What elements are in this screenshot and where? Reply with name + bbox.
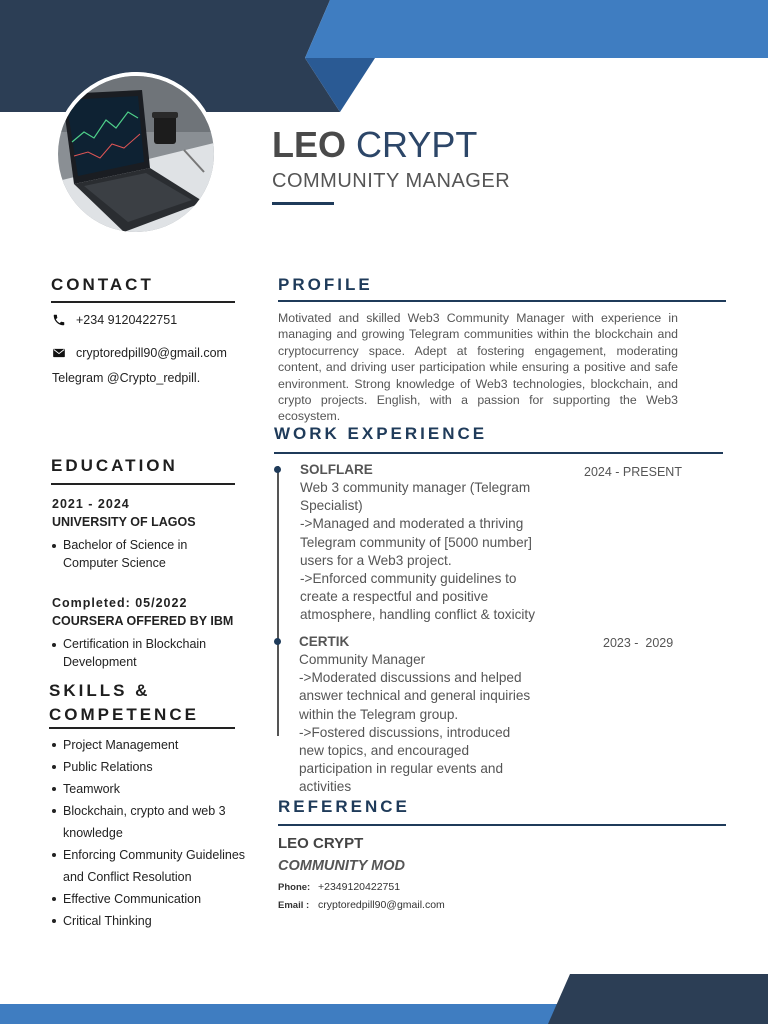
job-description — [299, 651, 564, 797]
reference-heading: REFERENCE — [278, 797, 410, 816]
last-name: CRYPT — [356, 124, 478, 165]
reference-divider — [278, 824, 726, 826]
skills-heading-line1: SKILLS & — [49, 681, 151, 700]
profile-heading: PROFILE — [278, 275, 373, 294]
profile-photo — [54, 72, 218, 236]
title-divider — [272, 202, 334, 205]
reference-name: LEO CRYPT — [278, 835, 364, 852]
email-value: cryptoredpill90@gmail.com — [318, 899, 445, 911]
reference-email — [278, 899, 445, 911]
job-line: ->Moderated discussions and helped — [299, 670, 522, 686]
profile-divider — [278, 300, 726, 302]
job-line: users for a Web3 project. — [300, 552, 452, 568]
email-label: Email : — [278, 900, 310, 911]
reference-phone — [278, 881, 400, 893]
job-line: Community Manager — [299, 652, 426, 667]
job-dates: 2023 - 2029 — [603, 636, 674, 650]
candidate-name — [272, 124, 477, 166]
education-institution: COURSERA OFFERED BY IBM — [52, 614, 234, 628]
first-name: LEO — [272, 124, 347, 165]
job-description — [300, 479, 565, 625]
contact-divider — [51, 301, 235, 303]
job-line: ->Managed and moderated a thriving — [300, 516, 524, 532]
education-heading: EDUCATION — [51, 456, 178, 475]
skill-item: Enforcing Community Guidelines and Conflict Resolution — [63, 844, 248, 888]
job-line: atmosphere, handling conflict & toxicity — [300, 607, 535, 623]
job-dates: 2024 - PRESENT — [584, 465, 682, 479]
job-line: create a respectful and positive — [300, 589, 489, 605]
skills-heading-line2: COMPETENCE — [49, 705, 199, 724]
job-line: ->Fostered discussions, introduced — [299, 724, 511, 740]
job-company: SOLFLARE — [300, 462, 373, 477]
phone-value: +2349120422751 — [318, 881, 401, 893]
timeline-dot — [274, 466, 281, 473]
education-date: Completed: 05/2022 — [52, 596, 188, 610]
contact-heading: CONTACT — [51, 275, 154, 294]
job-line: answer technical and general inquiries — [299, 688, 531, 704]
job-line: activities — [299, 779, 352, 795]
education-items — [47, 536, 233, 572]
job-title: COMMUNITY MANAGER — [272, 170, 511, 192]
skill-item: Effective Communication — [63, 888, 248, 910]
contact-phone — [52, 313, 177, 327]
phone-label: Phone: — [278, 882, 311, 893]
footer-decoration — [0, 970, 768, 1024]
list-item: Certification in Blockchain Development — [63, 635, 233, 671]
education-institution: UNIVERSITY OF LAGOS — [52, 515, 196, 529]
phone-icon — [52, 313, 66, 327]
skill-item: Blockchain, crypto and web 3 knowledge — [63, 800, 248, 844]
skill-item: Critical Thinking — [63, 910, 248, 932]
timeline-line — [277, 466, 279, 736]
job-line: new topics, and encouraged — [299, 743, 470, 759]
job-line: ->Enforced community guidelines to — [300, 571, 517, 587]
skill-item: Teamwork — [63, 778, 248, 800]
skills-list — [47, 734, 248, 932]
mail-icon — [52, 346, 66, 360]
job-line: within the Telegram group. — [299, 706, 459, 722]
skill-item: Project Management — [63, 734, 248, 756]
job-company: CERTIK — [299, 634, 350, 649]
list-item: Bachelor of Science in Computer Science — [63, 536, 233, 572]
job-line: Specialist) — [300, 498, 363, 514]
job-line: Telegram community of [5000 number] — [300, 534, 532, 550]
reference-role: COMMUNITY MOD — [278, 858, 406, 874]
experience-divider — [274, 452, 723, 454]
job-line: Web 3 community manager (Telegram — [300, 480, 531, 495]
contact-email — [52, 346, 227, 360]
job-line: participation in regular events and — [299, 761, 504, 777]
timeline-dot — [274, 638, 281, 645]
experience-heading: WORK EXPERIENCE — [274, 424, 488, 443]
education-divider — [51, 483, 235, 485]
email-text: cryptoredpill90@gmail.com — [76, 346, 227, 360]
telegram-handle: Telegram @Crypto_redpill. — [52, 371, 201, 385]
skill-item: Public Relations — [63, 756, 248, 778]
skills-divider — [49, 727, 235, 729]
phone-text: +234 9120422751 — [76, 313, 178, 327]
profile-text: Motivated and skilled Web3 Community Manager with experience in managing and growing Telegram communities within the blockchain and cryptocurrency space. Adept at fostering engagement, moderating content, and driving user participation while ensuring a positive and safe environment. Strong knowledge of Web3 technologies, blockchain, and crypto projects. English, with a passion for supporting the Web3 ecosystem. — [278, 311, 678, 424]
education-items — [47, 635, 233, 671]
education-date: 2021 - 2024 — [52, 497, 130, 511]
